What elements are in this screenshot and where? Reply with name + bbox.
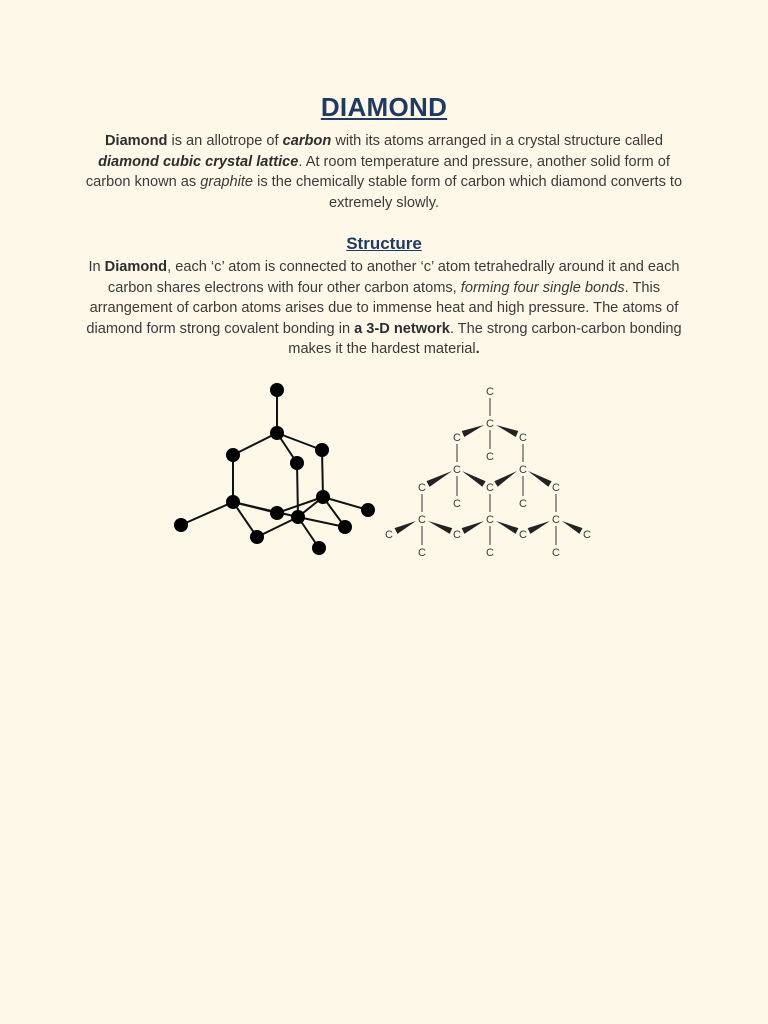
wedge-bond — [462, 521, 484, 534]
structure-term-bonds: forming four single bonds — [460, 279, 625, 296]
carbon-atom-label: C — [519, 529, 527, 541]
wedge-bond — [462, 425, 484, 437]
carbon-atom-label: C — [453, 432, 461, 444]
carbon-atom-label: C — [486, 386, 494, 398]
intro-term-carbon: carbon — [282, 133, 332, 149]
carbon-atom-label: C — [418, 547, 426, 559]
intro-term-lattice: diamond cubic crystal lattice — [98, 153, 299, 170]
page-title: DIAMOND — [320, 92, 448, 122]
wedge-bond — [494, 471, 517, 487]
wedge-bond — [528, 521, 550, 534]
intro-text-1: is an allotrope of — [167, 133, 283, 149]
intro-term-diamond: Diamond — [104, 133, 168, 149]
wedge-bond — [562, 521, 582, 534]
intro-term-graphite: graphite — [200, 174, 254, 191]
wedge-bond — [496, 521, 518, 534]
structure-text-1: , each ‘c’ atom is connected to another ‘c’ atom tetrahedrally around it and each carbon shares electrons with four other carbon atoms, — [107, 259, 680, 296]
carbon-atom-label: C — [486, 451, 494, 463]
intro-text-4: is the chemically stable form of carbon which diamond converts to extremely slowly. — [253, 174, 683, 211]
carbon-atom-label: C — [552, 514, 560, 526]
structure-text-3: . The strong carbon-carbon bonding makes it the hardest material — [288, 320, 682, 358]
carbon-atom-label: C — [486, 514, 494, 526]
wedge-bond — [462, 471, 486, 487]
carbon-atom-label: C — [486, 482, 494, 494]
structure-text-0: In — [88, 259, 105, 275]
structure-text-period: . — [475, 341, 480, 358]
wedge-bond — [426, 471, 452, 487]
carbon-atom-label: C — [583, 529, 591, 541]
carbon-atom-label: C — [486, 547, 494, 559]
carbon-atom-label: C — [453, 529, 461, 541]
structure-heading: Structure — [346, 234, 422, 253]
carbon-atom-label: C — [486, 418, 494, 430]
carbon-atom-label: C — [519, 464, 527, 476]
structure-term-diamond: Diamond — [104, 259, 168, 275]
intro-text-3: . At room temperature and pressure, another solid form of carbon known as — [85, 153, 670, 191]
carbon-atom-label: C — [453, 498, 461, 510]
wedge-bond — [395, 521, 416, 534]
network-atom-labels — [385, 386, 591, 559]
structure-term-network: a 3-D network — [354, 320, 450, 337]
wedge-bond — [428, 521, 452, 534]
carbon-atom-label: C — [552, 482, 560, 494]
wedge-bond — [496, 425, 518, 437]
carbon-atom-label: C — [552, 547, 560, 559]
carbon-atom-label: C — [385, 529, 393, 541]
carbon-atom-label: C — [418, 514, 426, 526]
carbon-atom-label: C — [519, 498, 527, 510]
carbon-atom-label: C — [418, 482, 426, 494]
intro-text-2: with its atoms arranged in a crystal structure called — [331, 133, 664, 149]
wedge-bond — [528, 471, 552, 487]
structure-text-2: . This arrangement of carbon atoms arises due to immense heat and high pressure. The atoms of diamond form strong covalent bonding in — [86, 279, 679, 337]
carbon-atom-label: C — [519, 432, 527, 444]
carbon-atom-label: C — [453, 464, 461, 476]
